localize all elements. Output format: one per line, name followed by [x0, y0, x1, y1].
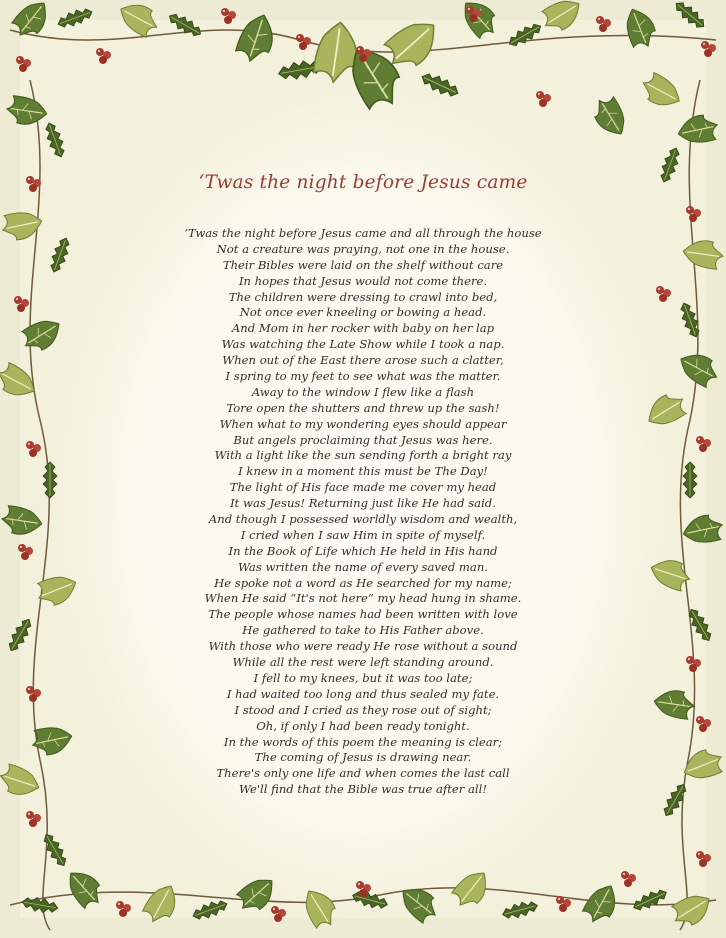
- poem-line: We'll find that the Bible was true after all!: [238, 782, 487, 797]
- poem-line: While all the rest were left standing around.: [232, 655, 494, 670]
- poem-line: The light of His face made me cover my head: [229, 480, 497, 495]
- poem-line: It was Jesus! Returning just like He had said.: [230, 496, 496, 511]
- poem-line: I spring to my feet to see what was the matter.: [225, 369, 501, 384]
- poem-line: With a light like the sun sending forth a bright ray: [214, 448, 512, 463]
- poem-line: I had waited too long and thus sealed my fate.: [226, 686, 500, 701]
- poem-line: In hopes that Jesus would not come there.: [238, 273, 488, 288]
- poem-line: The people whose names had been written with love: [208, 607, 518, 622]
- poem-line: Was watching the Late Show while I took a nap.: [221, 337, 505, 352]
- poem-line: Tore open the shutters and threw up the sash!: [226, 400, 500, 415]
- poem-line: When out of the East there arose such a clatter,: [222, 353, 504, 368]
- poem-line: And though I possessed worldly wisdom and wealth,: [208, 512, 518, 527]
- poem-line: ‘Twas the night before Jesus came and all through the house: [184, 226, 542, 240]
- poem-line: And Mom in her rocker with baby on her lap: [231, 321, 495, 336]
- poem-body: [130, 226, 596, 798]
- poem-line: I cried when I saw Him in spite of myself.: [240, 527, 486, 542]
- poem-line: In the words of this poem the meaning is clear;: [223, 734, 503, 749]
- poem-line: Oh, if only I had been ready tonight.: [256, 718, 470, 733]
- poem-line: With those who were ready He rose without a sound: [208, 639, 518, 654]
- poem-line: Their Bibles were laid on the shelf without care: [222, 257, 504, 272]
- poem-line: But angels proclaiming that Jesus was here.: [233, 432, 493, 447]
- poem-title: ‘Twas the night before Jesus came: [198, 172, 528, 193]
- poem-line: When He said “It's not here” my head hung in shame.: [204, 591, 522, 606]
- poem-line: There's only one life and when comes the last call: [216, 766, 510, 781]
- poem-line: I stood and I cried as they rose out of sight;: [234, 702, 492, 717]
- poem-line: He gathered to take to His Father above.: [242, 623, 484, 638]
- poem-line: Not once ever kneeling or bowing a head.: [239, 305, 487, 320]
- poem-line: I fell to my knees, but it was too late;: [253, 670, 473, 685]
- poem-line: Away to the window I flew like a flash: [251, 384, 475, 399]
- poem-line: Was written the name of every saved man.: [238, 559, 488, 574]
- poem-line: I knew in a moment this must be The Day!: [238, 464, 488, 479]
- poem-line: When what to my wondering eyes should appear: [219, 416, 507, 431]
- poem-line: The children were dressing to crawl into bed,: [228, 289, 498, 304]
- poem-line: The coming of Jesus is drawing near.: [254, 750, 472, 765]
- poem-line: He spoke not a word as He searched for my name;: [214, 575, 512, 590]
- poem-line: In the Book of Life which He held in His hand: [228, 543, 498, 558]
- poem-line: Not a creature was praying, not one in the house.: [216, 241, 510, 256]
